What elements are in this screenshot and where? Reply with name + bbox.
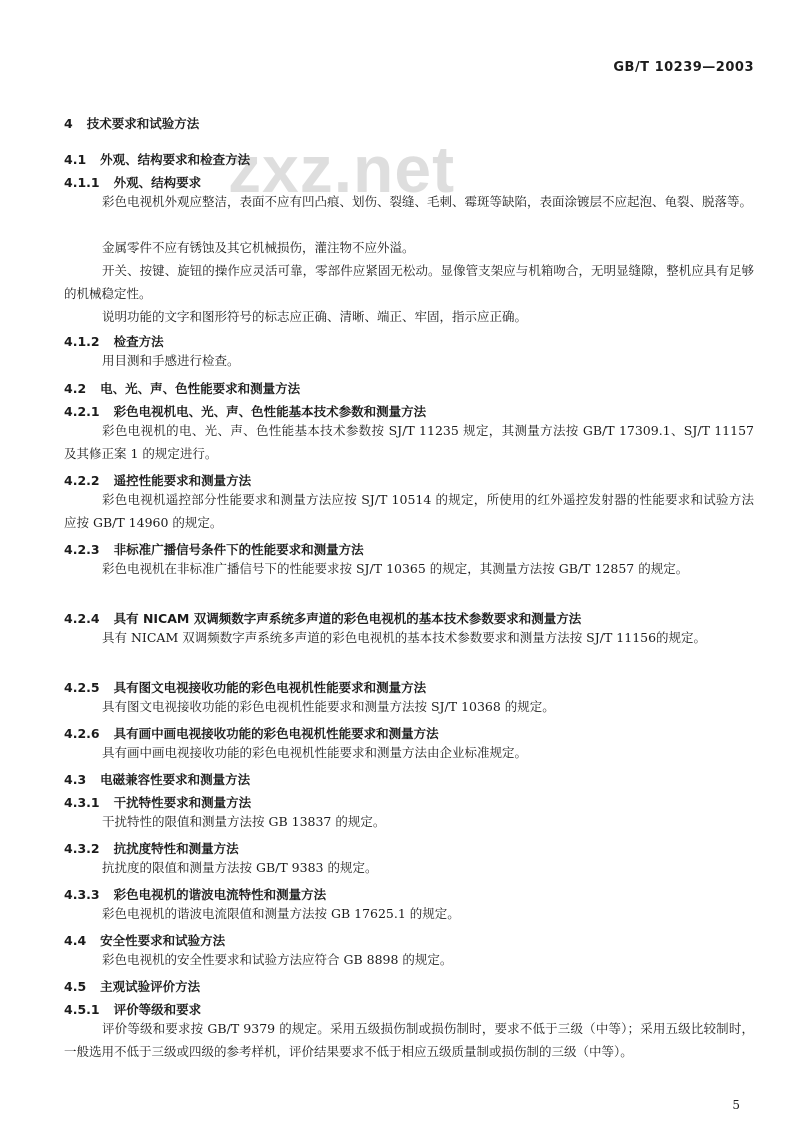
section-title: 电磁兼容性要求和测量方法 <box>100 772 251 787</box>
section-number: 4.5.1 <box>64 1002 100 1017</box>
section-number: 4.1.2 <box>64 334 100 349</box>
section-heading <box>64 173 201 191</box>
section-title: 安全性要求和试验方法 <box>100 933 226 948</box>
section-title: 评价等级和要求 <box>113 1002 202 1017</box>
section-title: 抗扰度特性和测量方法 <box>113 841 239 856</box>
section-heading <box>64 150 250 168</box>
section-heading <box>64 114 199 132</box>
section-number: 4.2.6 <box>64 726 100 741</box>
section-number: 4.2.4 <box>64 611 100 626</box>
paragraph: 评价等级和要求按 GB/T 9379 的规定。采用五级损伤制或损伤制时，要求不低于三级（中等）；采用五级比较制时，一般选用不低于三级或四级的参考样机，评价结果要求不低于相应五级质量制或损伤制的三级（中等）。 <box>64 1021 754 1059</box>
paragraph: 具有图文电视接收功能的彩色电视机性能要求和测量方法按 SJ/T 10368 的规定。 <box>102 699 555 714</box>
paragraph: 金属零件不应有锈蚀及其它机械损伤，灌注物不应外溢。 <box>102 240 415 255</box>
section-heading <box>64 770 250 788</box>
section-heading <box>64 1000 201 1018</box>
paragraph: 用目测和手感进行检查。 <box>102 353 240 368</box>
section-heading <box>64 471 251 489</box>
section-number: 4.5 <box>64 979 87 994</box>
paragraph: 具有画中画电视接收功能的彩色电视机性能要求和测量方法由企业标准规定。 <box>102 745 528 760</box>
section-number: 4.3 <box>64 772 87 787</box>
section-title: 检查方法 <box>113 334 164 349</box>
section-title: 彩色电视机电、光、声、色性能基本技术参数和测量方法 <box>113 404 427 419</box>
section-title: 外观、结构要求和检查方法 <box>100 152 251 167</box>
section-title: 电、光、声、色性能要求和测量方法 <box>100 381 301 396</box>
paragraph: 抗扰度的限值和测量方法按 GB/T 9383 的规定。 <box>102 860 378 875</box>
section-heading <box>64 678 426 696</box>
section-heading <box>64 793 251 811</box>
section-title: 具有图文电视接收功能的彩色电视机性能要求和测量方法 <box>113 680 427 695</box>
section-heading <box>64 402 426 420</box>
paragraph: 说明功能的文字和图形符号的标志应正确、清晰、端正、牢固，指示应正确。 <box>102 309 528 324</box>
section-title: 遥控性能要求和测量方法 <box>113 473 252 488</box>
page-number: 5 <box>732 1098 740 1112</box>
section-number: 4.3.1 <box>64 795 100 810</box>
paragraph: 彩色电视机遥控部分性能要求和测量方法应按 SJ/T 10514 的规定，所使用的红外遥控发射器的性能要求和试验方法应按 GB/T 14960 的规定。 <box>64 492 754 530</box>
section-heading <box>64 885 326 903</box>
paragraph: 彩色电视机的安全性要求和试验方法应符合 GB 8898 的规定。 <box>102 952 453 967</box>
section-heading <box>64 609 581 627</box>
paragraph: 彩色电视机的电、光、声、色性能基本技术参数按 SJ/T 11235 规定，其测量方法按 GB/T 17309.1、SJ/T 11157 及其修正案 1 的规定进行。 <box>64 423 754 461</box>
section-title: 彩色电视机的谐波电流特性和测量方法 <box>113 887 327 902</box>
paragraph: 具有 NICAM 双调频数字声系统多声道的彩色电视机的基本技术参数要求和测量方法按 SJ/T 11156的规定。 <box>102 630 707 645</box>
section-number: 4.3.3 <box>64 887 100 902</box>
paragraph: 开关、按键、旋钮的操作应灵活可靠，零部件应紧固无松动。显像管支架应与机箱吻合，无明显缝隙，整机应具有足够的机械稳定性。 <box>64 263 754 301</box>
section-number: 4.2.3 <box>64 542 100 557</box>
section-heading <box>64 724 439 742</box>
section-heading <box>64 931 225 949</box>
section-number: 4.2 <box>64 381 87 396</box>
section-number: 4.4 <box>64 933 87 948</box>
section-number: 4.3.2 <box>64 841 100 856</box>
section-heading <box>64 977 200 995</box>
section-number: 4.2.2 <box>64 473 100 488</box>
section-number: 4.2.5 <box>64 680 100 695</box>
section-heading <box>64 379 300 397</box>
section-title: 技术要求和试验方法 <box>86 116 200 131</box>
paragraph: 干扰特性的限值和测量方法按 GB 13837 的规定。 <box>102 814 386 829</box>
standard-code: GB/T 10239—2003 <box>613 60 754 75</box>
section-heading <box>64 839 239 857</box>
section-title: 外观、结构要求 <box>113 175 202 190</box>
watermark: zxz.net <box>228 132 456 206</box>
section-heading <box>64 332 164 350</box>
paragraph: 彩色电视机外观应整洁，表面不应有凹凸痕、划伤、裂缝、毛刺、霉斑等缺陷，表面涂镀层不应起泡、龟裂、脱落等。 <box>102 194 753 209</box>
section-number: 4.2.1 <box>64 404 100 419</box>
section-title: 具有画中画电视接收功能的彩色电视机性能要求和测量方法 <box>113 726 439 741</box>
section-number: 4 <box>64 116 73 131</box>
section-heading <box>64 540 364 558</box>
section-number: 4.1.1 <box>64 175 100 190</box>
section-title: 非标准广播信号条件下的性能要求和测量方法 <box>113 542 364 557</box>
paragraph: 彩色电视机的谐波电流限值和测量方法按 GB 17625.1 的规定。 <box>102 906 460 921</box>
section-title: 主观试验评价方法 <box>100 979 201 994</box>
section-title: 具有 NICAM 双调频数字声系统多声道的彩色电视机的基本技术参数要求和测量方法 <box>113 611 582 626</box>
paragraph: 彩色电视机在非标准广播信号下的性能要求按 SJ/T 10365 的规定，其测量方法按 GB/T 12857 的规定。 <box>102 561 689 576</box>
section-title: 干扰特性要求和测量方法 <box>113 795 252 810</box>
section-number: 4.1 <box>64 152 87 167</box>
